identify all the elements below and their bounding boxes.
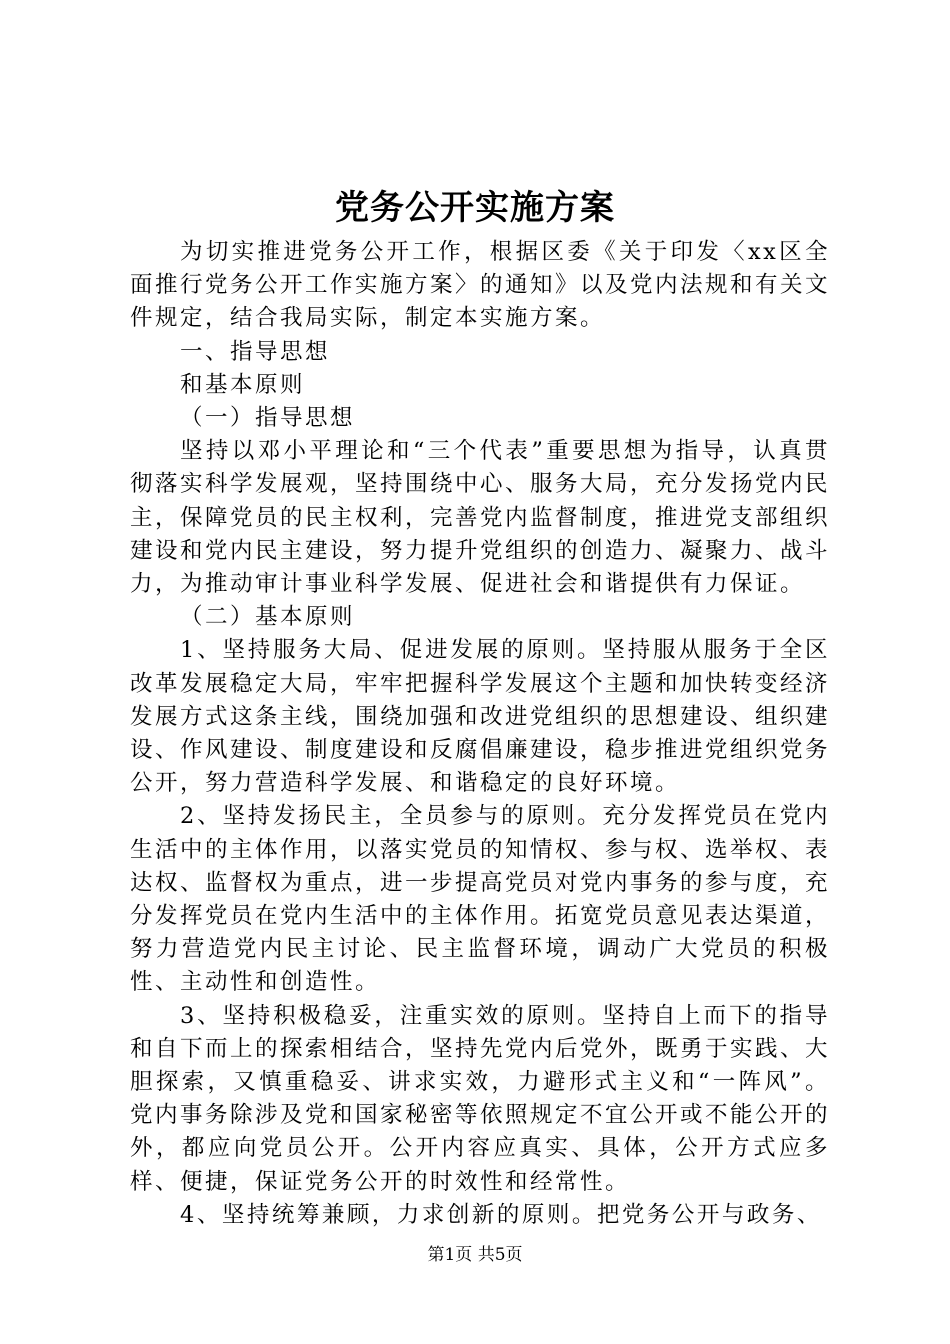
principle-4-paragraph: 4、坚持统筹兼顾，力求创新的原则。把党务公开与政务、 [180,1201,822,1228]
guiding-thought-paragraph: 坚持以邓小平理论和“三个代表”重要思想为指导，认真贯彻落实科学发展观，坚持围绕中心、服务大局，充分发扬党内民主，保障党员的民主权利，完善党内监督制度，推进党支部组织建设和党内民主建设，努力提升党组织的创造力、凝聚力、战斗力，为推动审计事业科学发展、促进社会和谐提供有力保证。 [130,438,831,598]
page-footer: 第1页 共5页 [427,1245,523,1265]
section-heading-guiding-thought: 一、指导思想 [180,338,331,365]
document-title: 党务公开实施方案 [335,188,615,228]
principle-2-paragraph: 2、坚持发扬民主，全员参与的原则。充分发挥党员在党内生活中的主体作用，以落实党员的知情权、参与权、选举权、表达权、监督权为重点，进一步提高党员对党内事务的参与度，充分发挥党员在党内生活中的主体作用。拓宽党员意见表达渠道，努力营造党内民主讨论、民主监督环境，调动广大党员的积极性、主动性和创造性。 [130,803,831,996]
document-body [130,236,830,1232]
section-heading-basic-principles: 和基本原则 [180,371,306,398]
subsection-heading-basic-principles: （二）基本原则 [180,604,356,631]
principle-3-paragraph: 3、坚持积极稳妥，注重实效的原则。坚持自上而下的指导和自下而上的探索相结合，坚持先党内后党外，既勇于实践、大胆探索，又慎重稳妥、讲求实效，力避形式主义和“一阵风”。党内事务除涉及党和国家秘密等依照规定不宜公开或不能公开的外，都应向党员公开。公开内容应真实、具体，公开方式应多样、便捷，保证党务公开的时效性和经常性。 [130,1002,831,1195]
intro-paragraph: 为切实推进党务公开工作，根据区委《关于印发〈xx区全面推行党务公开工作实施方案〉的通知》以及党内法规和有关文件规定，结合我局实际，制定本实施方案。 [130,239,831,332]
subsection-heading-guiding-thought: （一）指导思想 [180,405,356,432]
principle-1-paragraph: 1、坚持服务大局、促进发展的原则。坚持服从服务于全区改革发展稳定大局，牢牢把握科学发展这个主题和加快转变经济发展方式这条主线，围绕加强和改进党组织的思想建设、组织建设、作风建设、制度建设和反腐倡廉建设，稳步推进党组织党务公开，努力营造科学发展、和谐稳定的良好环境。 [130,637,831,797]
